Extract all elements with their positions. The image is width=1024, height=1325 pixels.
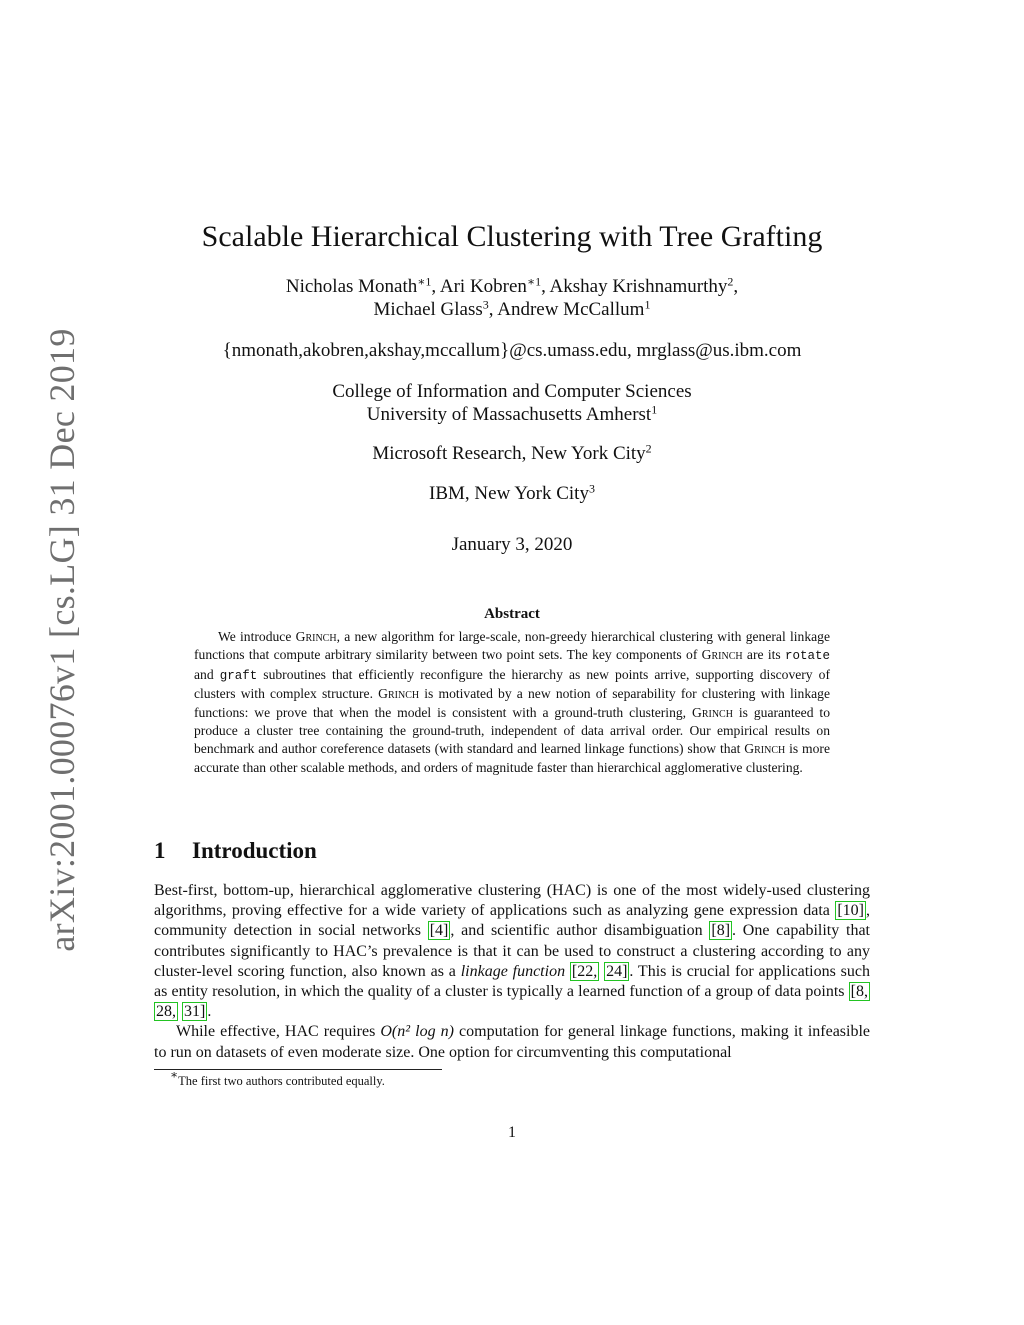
section-title: Introduction: [192, 838, 317, 863]
affiliation-msr: Microsoft Research, New York City$^2$: [372, 441, 652, 464]
author-affiliation-mark: ∗1: [417, 274, 432, 289]
author-emails: {nmonath,akobren,akshay,mccallum}@cs.umass.edu, mrglass@us.ibm.com: [222, 340, 802, 361]
arxiv-id: arXiv:2001.00076v1 [cs.LG] 31 Dec 2019: [42, 328, 82, 952]
citation-link[interactable]: 24]: [606, 962, 628, 980]
citation-link[interactable]: 31]: [184, 1003, 206, 1021]
abstract-text: We introduce Grinch, a new algorithm for large-scale, non-greedy hierarchical clustering with general linkage functions that compute arbitrary similarity between two point sets. The key components of Grinch are its rotate and graft subroutines that efficiently reconfigure the hierarchy as new points arrive, supporting discovery of clusters with complex structure. Grinch is motivated by a new notion of separability for clustering with linkage functions: we prove that when the model is consistent with a ground-truth clustering, Grinch is guaranteed to produce a cluster tree containing the ground-truth, independent of data arrival order. Our empirical results on benchmark and author coreference datasets (with standard and learned linkage functions) show that Grinch is more accurate than other scalable methods, and orders of magnitude faster than hierarchical agglomerative clustering.: [194, 629, 830, 775]
author-affiliation-mark: 3: [482, 297, 489, 312]
citation-link[interactable]: [8]: [711, 922, 731, 940]
author-affiliation-mark: 1: [644, 297, 651, 312]
section-number: 1: [154, 838, 166, 863]
abstract-heading: Abstract: [484, 606, 540, 622]
footnote: ∗The first two authors contributed equally.: [170, 1067, 385, 1088]
author-affiliation-mark: 2: [727, 274, 734, 289]
author-name: Nicholas Monath: [285, 276, 418, 297]
graft-code: graft: [219, 668, 258, 683]
affiliation-ibm: IBM, New York City$^3$: [429, 481, 595, 504]
introduction-body: [154, 881, 870, 1063]
author-name: , Ari Kobren: [431, 276, 527, 297]
paragraph: Best-first, bottom-up, hierarchical agglomerative clustering (HAC) is one of the most widely-used clustering algorithms, proving effective for a wide variety of applications such as analyzing gene expression data [10] , community detection in social networks [4] , and scientific author disambiguation [8] . One capability that contributes significantly to HAC’s prevalence is that it can be used to construct a clustering according to any cluster-level scoring function, also known as a linkage function [22, 24] . This is crucial for applications such as entity resolution, in which the quality of a cluster is typically a learned function of a group of data points [8, 28, 31] .: [154, 882, 870, 1021]
paragraph: While effective, HAC requires O(n² log n) computation for general linkage functions, making it infeasible to run on datasets of even moderate size. One option for circumventing this computational: [154, 1023, 871, 1061]
rotate-code: rotate: [784, 649, 830, 664]
grinch-name: Grinch: [295, 629, 337, 644]
citation-link[interactable]: [22,: [571, 962, 598, 980]
complexity-math: O(n² log n): [380, 1023, 454, 1041]
footnote-rule: [154, 1069, 442, 1070]
paper-date: January 3, 2020: [451, 534, 573, 555]
author-name: , Andrew McCallum: [488, 299, 645, 320]
section-heading-introduction: [154, 838, 317, 864]
citation-link[interactable]: 28,: [156, 1003, 176, 1021]
citation-link[interactable]: [8,: [850, 983, 868, 1001]
author-affiliation-mark: ∗1: [526, 274, 542, 289]
author-name: Michael Glass: [373, 299, 483, 320]
affiliation-umass: College of Information and Computer Sciences University of Massachusetts Amherst$^1$: [332, 381, 692, 425]
citation-link[interactable]: [4]: [429, 922, 449, 940]
page-number: 1: [508, 1124, 516, 1141]
author-name: , Akshay Krishnamurthy: [541, 276, 728, 297]
citation-link[interactable]: [10]: [837, 902, 864, 920]
paper-title: Scalable Hierarchical Clustering with Tree Grafting: [201, 220, 823, 253]
author-list: Nicholas Monath$^{∗1}$, Ari Kobren$^{∗1}$, Akshay Krishnamurthy$^2$, Michael Glass$^3$, Andrew McCallum$^1$: [285, 274, 739, 320]
linkage-function-term: linkage function: [460, 962, 566, 980]
